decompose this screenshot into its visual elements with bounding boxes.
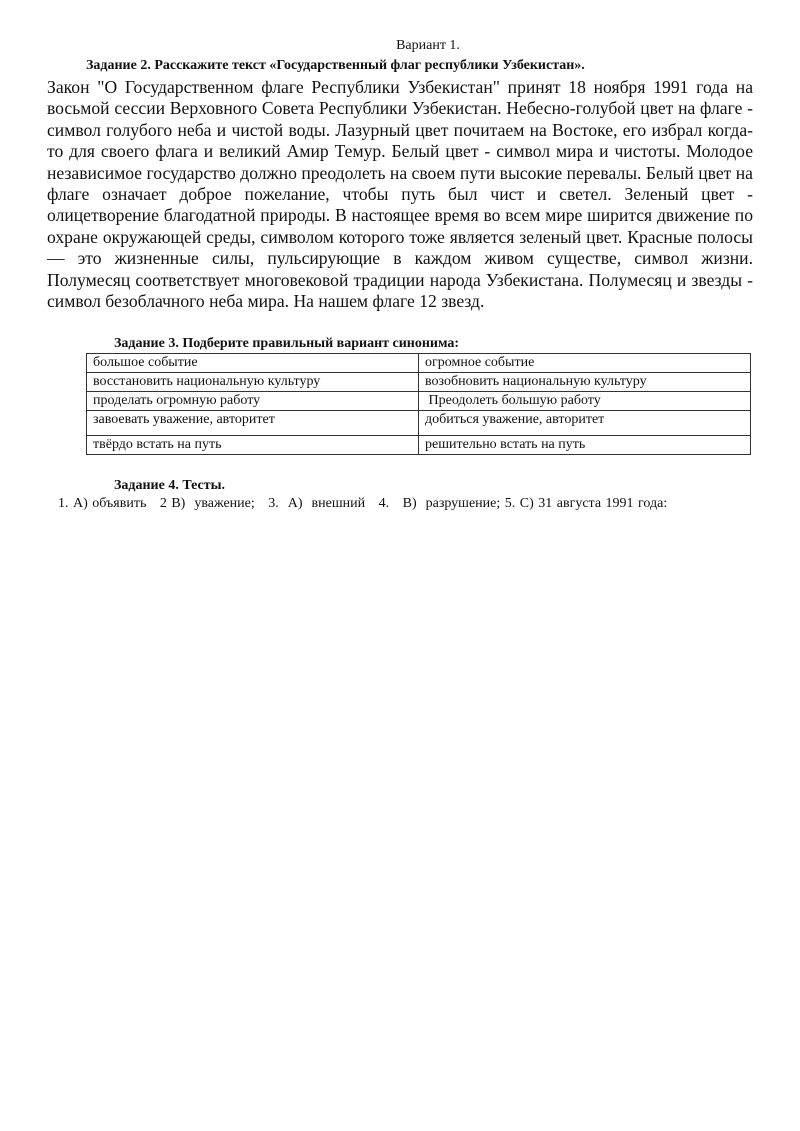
task2-heading: Задание 2. Расскажите текст «Государственный флаг республики Узбекистан».	[86, 58, 585, 73]
table-cell-right: возобновить национальную культуру	[419, 373, 751, 392]
table-cell-left: большое событие	[87, 354, 419, 373]
task4-heading: Задание 4. Тесты.	[114, 478, 226, 493]
table-cell-right: решительно встать на путь	[419, 436, 751, 455]
table-row	[87, 354, 751, 373]
table-cell-right: огромное событие	[419, 354, 751, 373]
table-cell-left: твёрдо встать на путь	[87, 436, 419, 455]
synonym-table	[86, 353, 751, 455]
task2-text: Закон "О Государственном флаге Республики Узбекистан" принят 18 ноября 1991 года на восьмой сессии Верховного Совета Республики Узбекистан. Небесно-голубой цвет на флаге - символ голубого неба и чистой воды. Лазурный цвет почитаем на Востоке, его избрал когда-то для своего флага и великий Амир Темур. Белый цвет - символ мира и чистоты. Молодое независимое государство должно преодолеть на своем пути высокие перевалы. Белый цвет на флаге означает доброе пожелание, чтобы путь был чист и светел. Зеленый цвет - олицетворение благодатной природы. В настоящее время во всем мире ширится движение по охране окружающей среды, символом которого тоже является зеленый цвет. Красные полосы — это жизненные силы, пульсирующие в каждом живом существе, символ жизни. Полумесяц соответствует многовековой традиции народа Узбекистана. Полумесяц и звезды - символ безоблачного неба мира. На нашем флаге 12 звезд.	[47, 77, 753, 312]
table-cell-right: добиться уважение, авторитет	[419, 411, 751, 436]
table-cell-left: проделать огромную работу	[87, 392, 419, 411]
table-cell-left: восстановить национальную культуру	[87, 373, 419, 392]
table-row	[87, 411, 751, 436]
table-cell-right: Преодолеть большую работу	[419, 392, 751, 411]
variant-title: Вариант 1.	[396, 38, 460, 53]
task3-heading: Задание 3. Подберите правильный вариант синонима:	[114, 336, 460, 351]
table-row	[87, 436, 751, 455]
table-cell-left: завоевать уважение, авторитет	[87, 411, 419, 436]
task4-answers: 1. А) объявить 2 В) уважение; 3. А) внешний 4. В) разрушение; 5. С) 31 августа 1991 года:	[58, 496, 668, 511]
table-row	[87, 373, 751, 392]
table-row	[87, 392, 751, 411]
